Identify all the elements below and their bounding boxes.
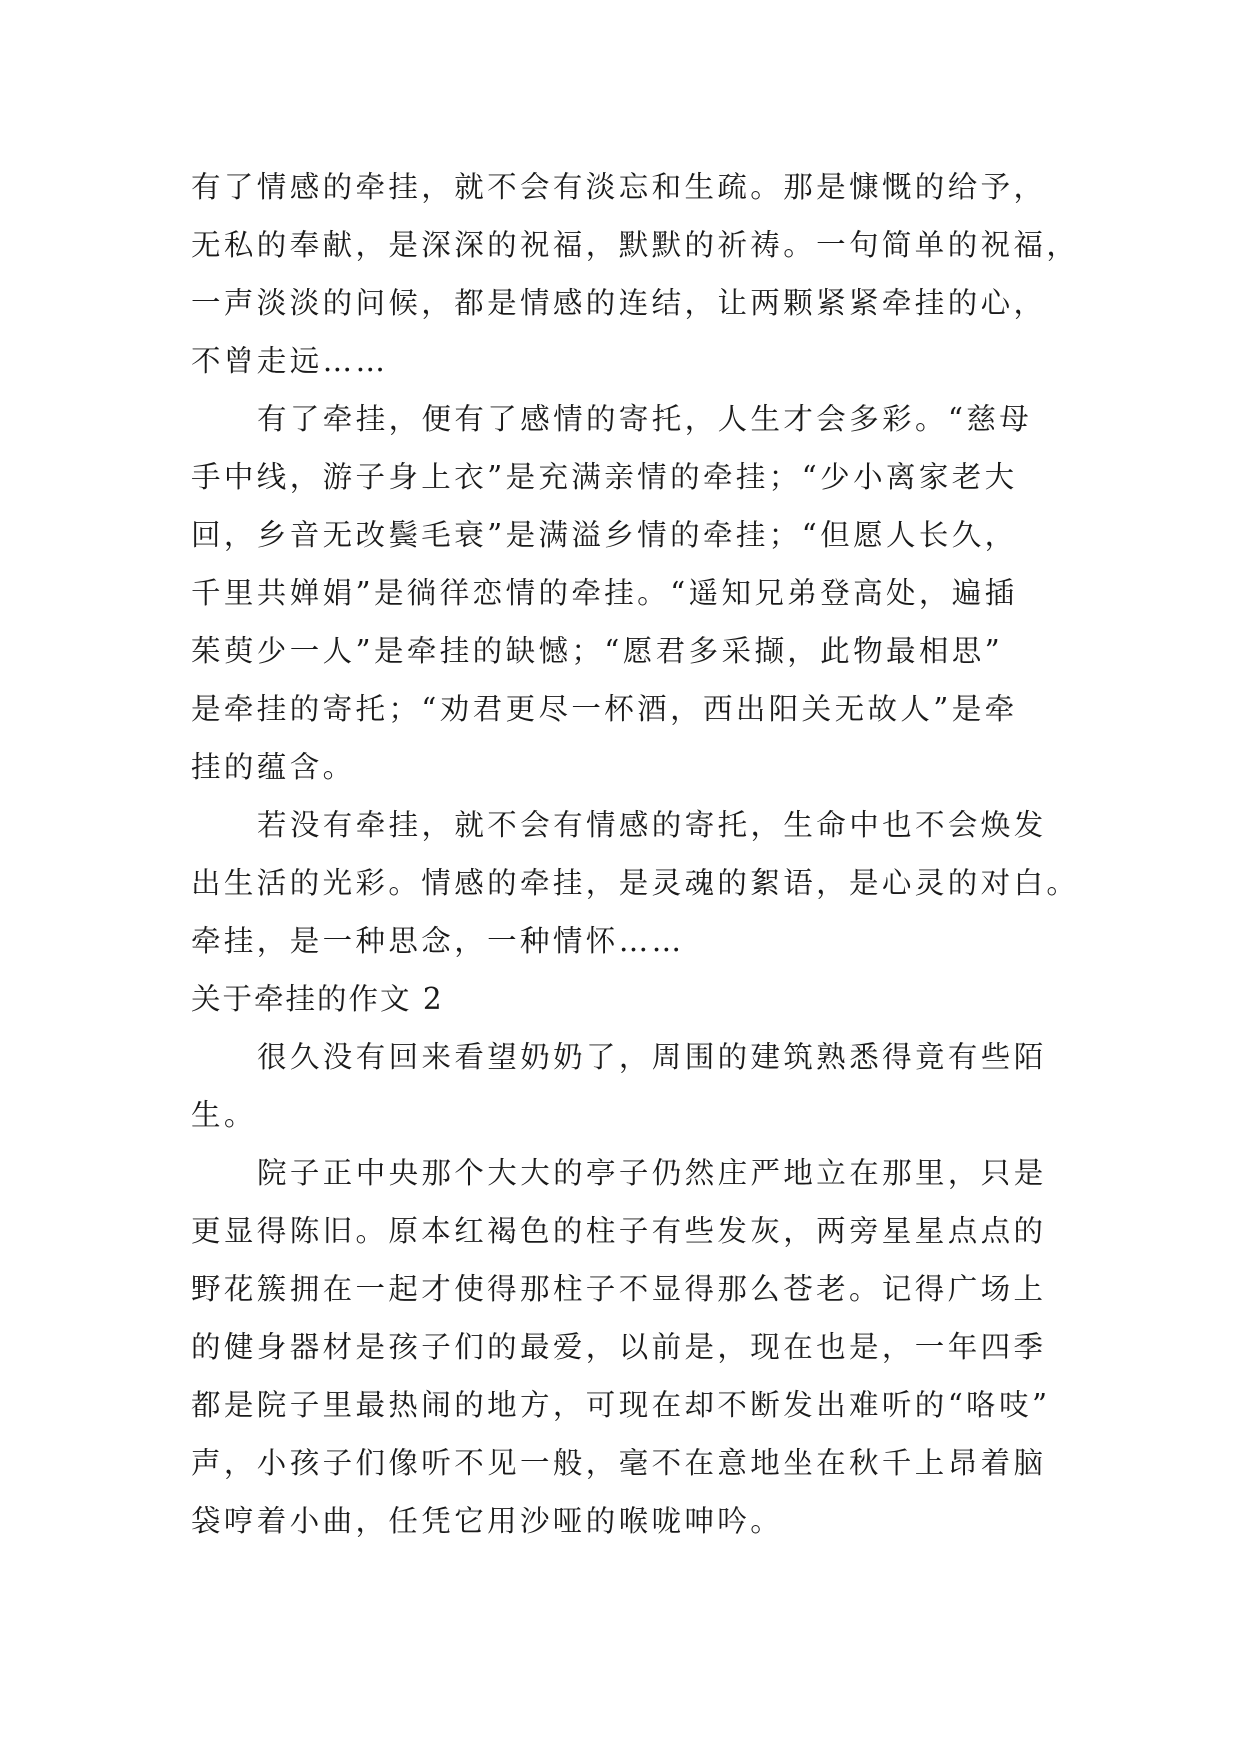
text-line: 是牵挂的寄托；“劝君更尽一杯酒，西出阳关无故人”是牵 (191, 692, 1018, 726)
text-line: 不曾走远…… (191, 344, 389, 378)
paragraph-first-line: 很久没有回来看望奶奶了，周围的建筑熟悉得竟有些陌 (257, 1040, 1047, 1074)
text-line: 声，小孩子们像听不见一般，毫不在意地坐在秋千上昂着脑 (191, 1446, 1047, 1480)
paragraph-first-line: 若没有牵挂，就不会有情感的寄托，生命中也不会焕发 (257, 808, 1047, 842)
document-body (191, 158, 1080, 1550)
text-line: 一声淡淡的问候，都是情感的连结，让两颗紧紧牵挂的心， (191, 286, 1047, 320)
text-line: 出生活的光彩。情感的牵挂，是灵魂的絮语，是心灵的对白。 (191, 866, 1080, 900)
text-line: 野花簇拥在一起才使得那柱子不显得那么苍老。记得广场上 (191, 1272, 1047, 1306)
text-line: 更显得陈旧。原本红褐色的柱子有些发灰，两旁星星点点的 (191, 1214, 1047, 1248)
text-line: 茱萸少一人”是牵挂的缺憾；“愿君多采撷，此物最相思” (191, 634, 1004, 668)
text-line: 无私的奉献，是深深的祝福，默默的祈祷。一句简单的祝福， (191, 228, 1080, 262)
paragraph-first-line: 有了牵挂，便有了感情的寄托，人生才会多彩。“慈母 (257, 402, 1033, 436)
text-line: 千里共婵娟”是徜徉恋情的牵挂。“遥知兄弟登高处，遍插 (191, 576, 1018, 610)
text-line: 生。 (191, 1098, 257, 1132)
text-line: 袋哼着小曲，任凭它用沙哑的喉咙呻吟。 (191, 1504, 784, 1538)
text-line: 挂的蕴含。 (191, 750, 356, 784)
text-line: 手中线，游子身上衣”是充满亲情的牵挂；“少小离家老大 (191, 460, 1018, 494)
text-line: 回，乡音无改鬓毛衰”是满溢乡情的牵挂；“但愿人长久， (191, 518, 1018, 552)
section-heading: 关于牵挂的作文 2 (191, 982, 444, 1016)
text-line: 都是院子里最热闹的地方，可现在却不断发出难听的“咯吱” (191, 1388, 1051, 1422)
text-line: 有了情感的牵挂，就不会有淡忘和生疏。那是慷慨的给予， (191, 170, 1047, 204)
text-line: 牵挂，是一种思念，一种情怀…… (191, 924, 685, 958)
text-line: 的健身器材是孩子们的最爱，以前是，现在也是，一年四季 (191, 1330, 1047, 1364)
paragraph-first-line: 院子正中央那个大大的亭子仍然庄严地立在那里，只是 (257, 1156, 1047, 1190)
